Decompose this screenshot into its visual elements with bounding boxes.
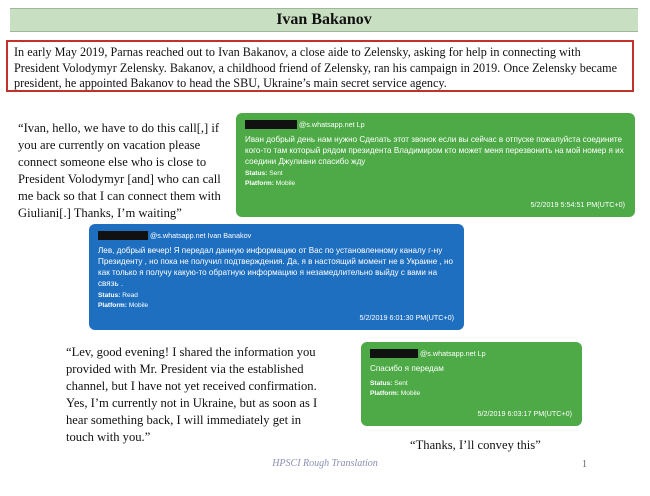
sender-id: @s.whatsapp.net Lp	[420, 349, 486, 358]
message-header	[370, 349, 573, 358]
quote-translation-2: “Lev, good evening! I shared the information you provided with Mr. President via the established channel, but I have not yet received confirmation. Yes, I’m currently not in Ukraine, but as soon as I hear something back, I will immediately get in touch with you.”	[66, 345, 318, 444]
title-bar	[10, 8, 638, 32]
message-bubble-3	[361, 342, 582, 426]
message-header	[245, 120, 626, 129]
message-status: Status: Read	[98, 292, 138, 299]
message-status: Status: Sent	[370, 380, 408, 387]
redaction-bar	[98, 231, 148, 240]
message-timestamp: 5/2/2019 5:54:51 PM(UTC+0)	[530, 200, 625, 209]
message-timestamp: 5/2/2019 6:03:17 PM(UTC+0)	[477, 409, 572, 418]
footer-note: HPSCI Rough Translation	[272, 458, 378, 469]
message-bubble-2	[89, 224, 464, 330]
message-platform: Platform: Mobile	[245, 180, 296, 187]
quote-translation-3: “Thanks, I’ll convey this”	[410, 438, 541, 452]
redaction-bar	[370, 349, 418, 358]
message-bubble-1	[236, 113, 635, 217]
message-text: Иван добрый день нам нужно Сделать этот звонок если вы сейчас в отпуске пожалуйста соедините кого-то там который рядом президента Владимиром кто может меня перезвонить на мой номер я их соедини Джулиани спасибо жду	[245, 135, 624, 166]
redaction-bar	[245, 120, 297, 129]
message-text: Спасибо я передам	[370, 364, 444, 373]
sender-id: @s.whatsapp.net Ivan Banakov	[150, 231, 252, 240]
message-header	[98, 231, 455, 240]
message-platform: Platform: Mobile	[98, 302, 149, 309]
message-platform: Platform: Mobile	[370, 390, 421, 397]
sender-id: @s.whatsapp.net Lp	[299, 120, 365, 129]
quote-translation-1: “Ivan, hello, we have to do this call[,] if you are currently on vacation please connect someone else who is close to President Volodymyr [and] who can call me back so that I can connect them with Giuliani[.] Thanks, I’m waiting”	[18, 121, 221, 220]
page-number: 1	[582, 459, 587, 470]
intro-box: In early May 2019, Parnas reached out to Ivan Bakanov, a close aide to Zelensky, asking for help in connecting with President Volodymyr Zelensky. Bakanov, a childhood friend of Zelensky, ran his campaign in 2019. Once Zelensky became president, he appointed Bakanov to head the SBU, Ukraine’s main secret service agency.	[6, 40, 634, 92]
message-timestamp: 5/2/2019 6:01:30 PM(UTC+0)	[359, 313, 454, 322]
message-text: Лев, добрый вечер! Я передал данную информацию от Вас по установленному каналу г-ну Президенту , но пока не получил подтверждения. Да, я в настоящий момент не в Украине , но как только я получу какую-то обратную информацию я незамедлительно выйду с вами на связь .	[98, 246, 453, 288]
page-title: Ivan Bakanov	[276, 11, 372, 28]
message-status: Status: Sent	[245, 170, 283, 177]
